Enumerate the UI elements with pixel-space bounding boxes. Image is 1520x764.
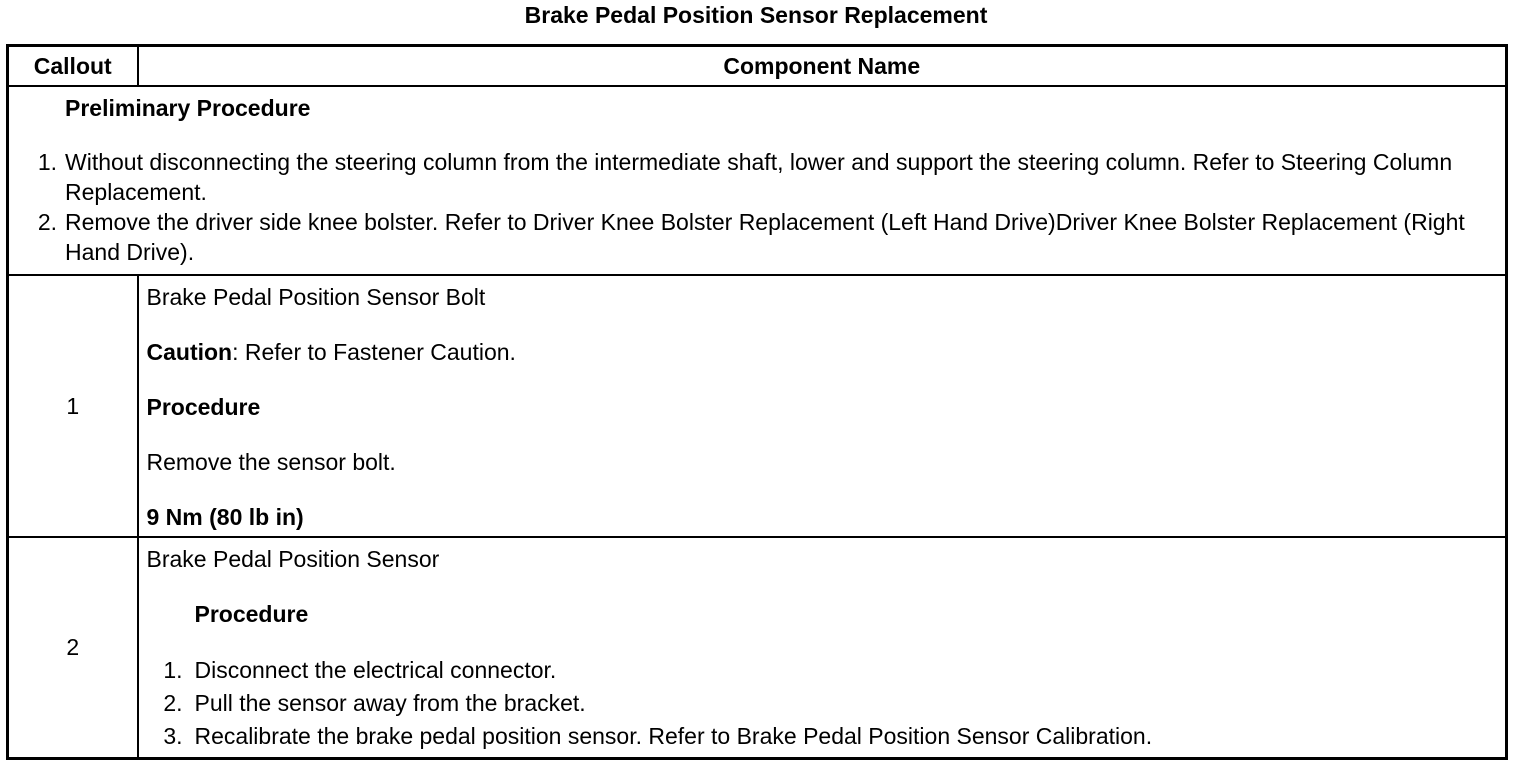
step-text: Disconnect the electrical connector. xyxy=(194,657,557,683)
step-number: 2. xyxy=(163,690,183,716)
callout-column-header: Callout xyxy=(8,46,138,87)
preliminary-procedure-heading: Preliminary Procedure xyxy=(65,95,311,121)
table-row xyxy=(8,275,1507,537)
procedure-steps-list xyxy=(147,654,1498,753)
procedure-step xyxy=(147,654,1498,687)
procedure-step xyxy=(147,687,1498,720)
component-name: Brake Pedal Position Sensor xyxy=(146,546,440,572)
callout-number: 2 xyxy=(8,537,138,759)
preliminary-step xyxy=(29,147,1475,207)
callout-number: 1 xyxy=(8,275,138,537)
preliminary-procedure-cell xyxy=(8,86,1507,275)
component-cell xyxy=(138,537,1507,759)
step-number: 3. xyxy=(163,723,183,749)
caution-label: Caution xyxy=(146,339,233,365)
step-number: 2. xyxy=(37,209,57,235)
step-text: Without disconnecting the steering column from the intermediate shaft, lower and support the steering column. Refer to Steering Column Replacement. xyxy=(65,149,1453,205)
procedure-text: Remove the sensor bolt. xyxy=(146,449,396,475)
preliminary-step xyxy=(29,207,1475,267)
component-name-column-header: Component Name xyxy=(138,46,1507,87)
procedure-table xyxy=(6,44,1508,760)
step-text: Recalibrate the brake pedal position sensor. Refer to Brake Pedal Position Sensor Calibration. xyxy=(194,723,1153,749)
step-number: 1. xyxy=(163,657,183,683)
procedure-heading: Procedure xyxy=(194,601,309,627)
table-row xyxy=(8,537,1507,759)
step-text: Remove the driver side knee bolster. Refer to Driver Knee Bolster Replacement (Left Hand Drive)Driver Knee Bolster Replacement (Right Hand Drive). xyxy=(65,209,1465,265)
step-number: 1. xyxy=(37,149,57,175)
preliminary-procedure-row xyxy=(8,86,1507,275)
procedure-step xyxy=(147,720,1498,753)
document-title: Brake Pedal Position Sensor Replacement xyxy=(524,2,988,28)
table-header-row xyxy=(8,46,1507,87)
torque-spec: 9 Nm (80 lb in) xyxy=(146,504,304,530)
step-text: Pull the sensor away from the bracket. xyxy=(194,690,586,716)
procedure-heading: Procedure xyxy=(146,394,261,420)
preliminary-steps-list xyxy=(29,147,1475,267)
caution-text: : Refer to Fastener Caution. xyxy=(232,339,516,365)
component-name: Brake Pedal Position Sensor Bolt xyxy=(146,284,486,310)
component-cell xyxy=(138,275,1507,537)
caution-note xyxy=(147,337,1498,367)
